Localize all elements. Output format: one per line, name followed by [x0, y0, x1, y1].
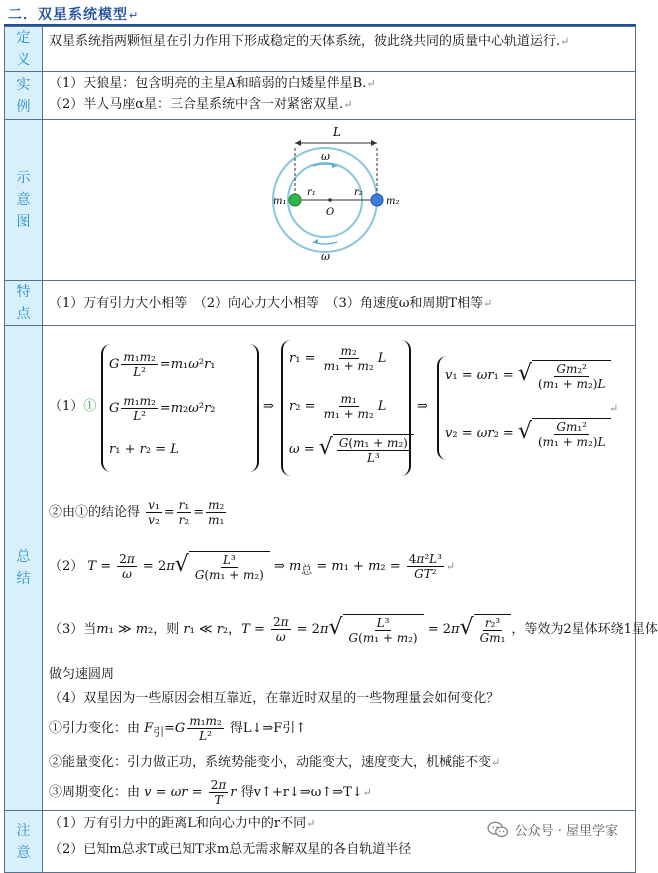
r1-label: r₁ [307, 187, 316, 198]
eq-sum-r: r₁ + r₂ = L [109, 442, 179, 457]
example-2: （2）半人马座α星：三合星系统中含一对紧密双星.↵ [49, 97, 353, 112]
orbit-diagram [43, 120, 635, 280]
binary-star-table [4, 26, 658, 873]
center-of-mass [328, 198, 332, 202]
eq-r1: r₁ = $\frac{\text{m₂}}{\text{m₁ + m₂}}$ L [289, 344, 387, 373]
example-1: （1）天狼星：包含明亮的主星A和暗弱的白矮星伴星B.↵ [49, 76, 376, 91]
section-heading: 二．双星系统模型↵ [8, 7, 140, 23]
row-definition [5, 27, 636, 72]
m2-label: m₂ [386, 196, 400, 207]
label-examples: 实 例 [5, 72, 43, 120]
note-2: （2）已知m总求T或已知T求m总无需求解双星的各自轨道半径 [49, 842, 412, 857]
row-features: 特 点 （1）万有引力大小相等 （2）向心力大小相等 （3）角速度ω和周期T相等↵ [5, 281, 636, 326]
eq-v1: v₁ = ωr₁ = √ $\frac{\text{Gm₂²}}{\text{(m₁ + m₂)L}}$ [445, 360, 611, 391]
summary-p4: （3）当m₁ ≫ m₂，则 r₁ ≪ r₂，T = $\frac{2\pi}{\omega}$ = 2π √ $\frac{\text{L³}}{\text{G(m₁ + m₂)}}$ = 2π √ $\frac{\text{r₂³}}{\text{Gm₁}}$ ，等效为2星体环绕1星体 [49, 615, 658, 645]
eq-force2: G $\frac{\text{m₁m₂}}{\text{L²}}$ =m₂ω²r₂ [109, 394, 216, 423]
label-notes: 注 意 [5, 811, 43, 873]
star-m1 [289, 194, 301, 206]
wechat-icon [487, 821, 509, 839]
omega-top-label: ω [321, 150, 330, 163]
summary-c3: ③周期变化：由 v = ωr = $\frac{2\pi}{T}$ r 得v↑+r↓⇒ω↑⇒T↓↵ [49, 778, 372, 807]
r2-label: r₂ [354, 187, 363, 198]
summary-c2: ②能量变化：引力做正功，系统势能变小，动能变大，速度变大，机械能不变↵ [49, 755, 501, 770]
summary-cell: （1）① G $\frac{\text{m₁m₂}}{\text{L²}}$ =m₁ω²r₁ G $\frac{\text{m₁m₂}}{\text{L²}}$ =m₂ω²r₂ r₁ + r₂ = L ⇒ r₁ = $\frac{\text{m₂}}{\text{m₁ + m₂}}$ L r₂ = $\frac{\text{m₁}}{\text{m₁ + m₂}}$ L ω = √ $\frac{\text{G(m₁ + m₂)}}{\text{L³}}$ ⇒ v₁ = ωr₁ = √ $\frac{\text{Gm₂²}}{\text{(m₁ + m₂)L}}$ v₂ = ωr₂ = √ $\frac{\text{Gm₁²}}{\text{(m₁ + m₂)L}}$ ↵ ②由①的结论得 $\frac{\text{v₁}}{\text{v₂}}$ = $\frac{\text{r₁}}{\text{r₂}}$ = $\frac{\text{m₂}}{\text{m₁}}$ （2） T = $\frac{2\pi}{\omega}$ = 2π √ $\frac{\text{L³}}{\text{G(m₁ + m₂)}}$ ⇒ $m_总 = m_1 + m_2$ = $\frac{\text{4π²L³}}{\text{GT²}}$ ↵ （3）当m₁ ≫ m₂，则 r₁ ≪ r₂，T = $\frac{2\pi}{\omega}$ = 2π √ $\frac{\text{L³}}{\text{G(m₁ + m₂)}}$ = 2π √ $\frac{\text{r₂³}}{\text{Gm₁}}$ ，等效为2星体环绕1星体 做匀速圆周 （4）双星因为一些原因会相互靠近，在靠近时双星的一些物理量会如何变化？ ①引力变化：由 $F_引=G$ $\frac{\text{m₁m₂}}{\text{L²}}$ 得L↓⇒F引↑ ②能量变化：引力做正功，系统势能变小，动能变大，速度变大，机械能不变↵ ③周期变化：由 v = ωr = $\frac{2\pi}{T}$ r 得v↑+r↓⇒ω↑⇒T↓↵ [43, 326, 636, 811]
summary-p3: （2） T = $\frac{2\pi}{\omega}$ = 2π √ $\frac{\text{L³}}{\text{G(m₁ + m₂)}}$ ⇒ $m_总 = m_1 + m_2$ = $\frac{\text{4π²L³}}{\text{GT²}}$ ↵ [49, 552, 456, 582]
definition-text: 双星系统指两颗恒星在引力作用下形成稳定的天体系统，彼此绕共同的质量中心轨道运行.↵ [43, 27, 636, 72]
summary-p1-prefix: （1）① [49, 399, 97, 414]
eq-force1: G $\frac{\text{m₁m₂}}{\text{L²}}$ =m₁ω²r₁ [109, 350, 216, 379]
row-diagram [5, 120, 636, 281]
row-examples [5, 72, 636, 120]
eq-v2: v₂ = ωr₂ = √ $\frac{\text{Gm₁²}}{\text{(m₁ + m₂)L}}$ [445, 418, 611, 449]
star-m2 [371, 194, 383, 206]
m1-label: m₁ [273, 196, 287, 207]
row-summary [5, 326, 636, 811]
wechat-watermark: 公众号 · 屋里学家 [483, 818, 622, 841]
label-summary: 总 结 [5, 326, 43, 811]
note-1: （1）万有引力中的距离L和向心力中的r不同↵ [49, 816, 316, 831]
summary-p4-wrap: 做匀速圆周 [49, 667, 115, 682]
eq-r2: r₂ = $\frac{\text{m₁}}{\text{m₁ + m₂}}$ L [289, 392, 387, 421]
omega-bottom-label: ω [321, 250, 330, 263]
eq-omega: ω = √ $\frac{\text{G(m₁ + m₂)}}{\text{L³}}$ [289, 434, 414, 465]
features-text: （1）万有引力大小相等 （2）向心力大小相等 （3）角速度ω和周期T相等 [49, 295, 484, 311]
label-diagram: 示 意 图 [5, 120, 43, 281]
label-definition: 定 义 [5, 27, 43, 72]
summary-c1: ①引力变化：由 $F_引=G$ $\frac{\text{m₁m₂}}{\text{L²}}$ 得L↓⇒F引↑ [49, 714, 307, 743]
distance-L-label: L [333, 125, 341, 139]
summary-q4: （4）双星因为一些原因会相互靠近，在靠近时双星的一些物理量会如何变化？ [49, 691, 500, 706]
summary-p2: ②由①的结论得 $\frac{\text{v₁}}{\text{v₂}}$ = $\frac{\text{r₁}}{\text{r₂}}$ = $\frac{\text{m₂}}{\text{m₁}}$ [49, 498, 225, 527]
O-label: O [326, 207, 335, 218]
label-features: 特 点 [5, 281, 43, 326]
